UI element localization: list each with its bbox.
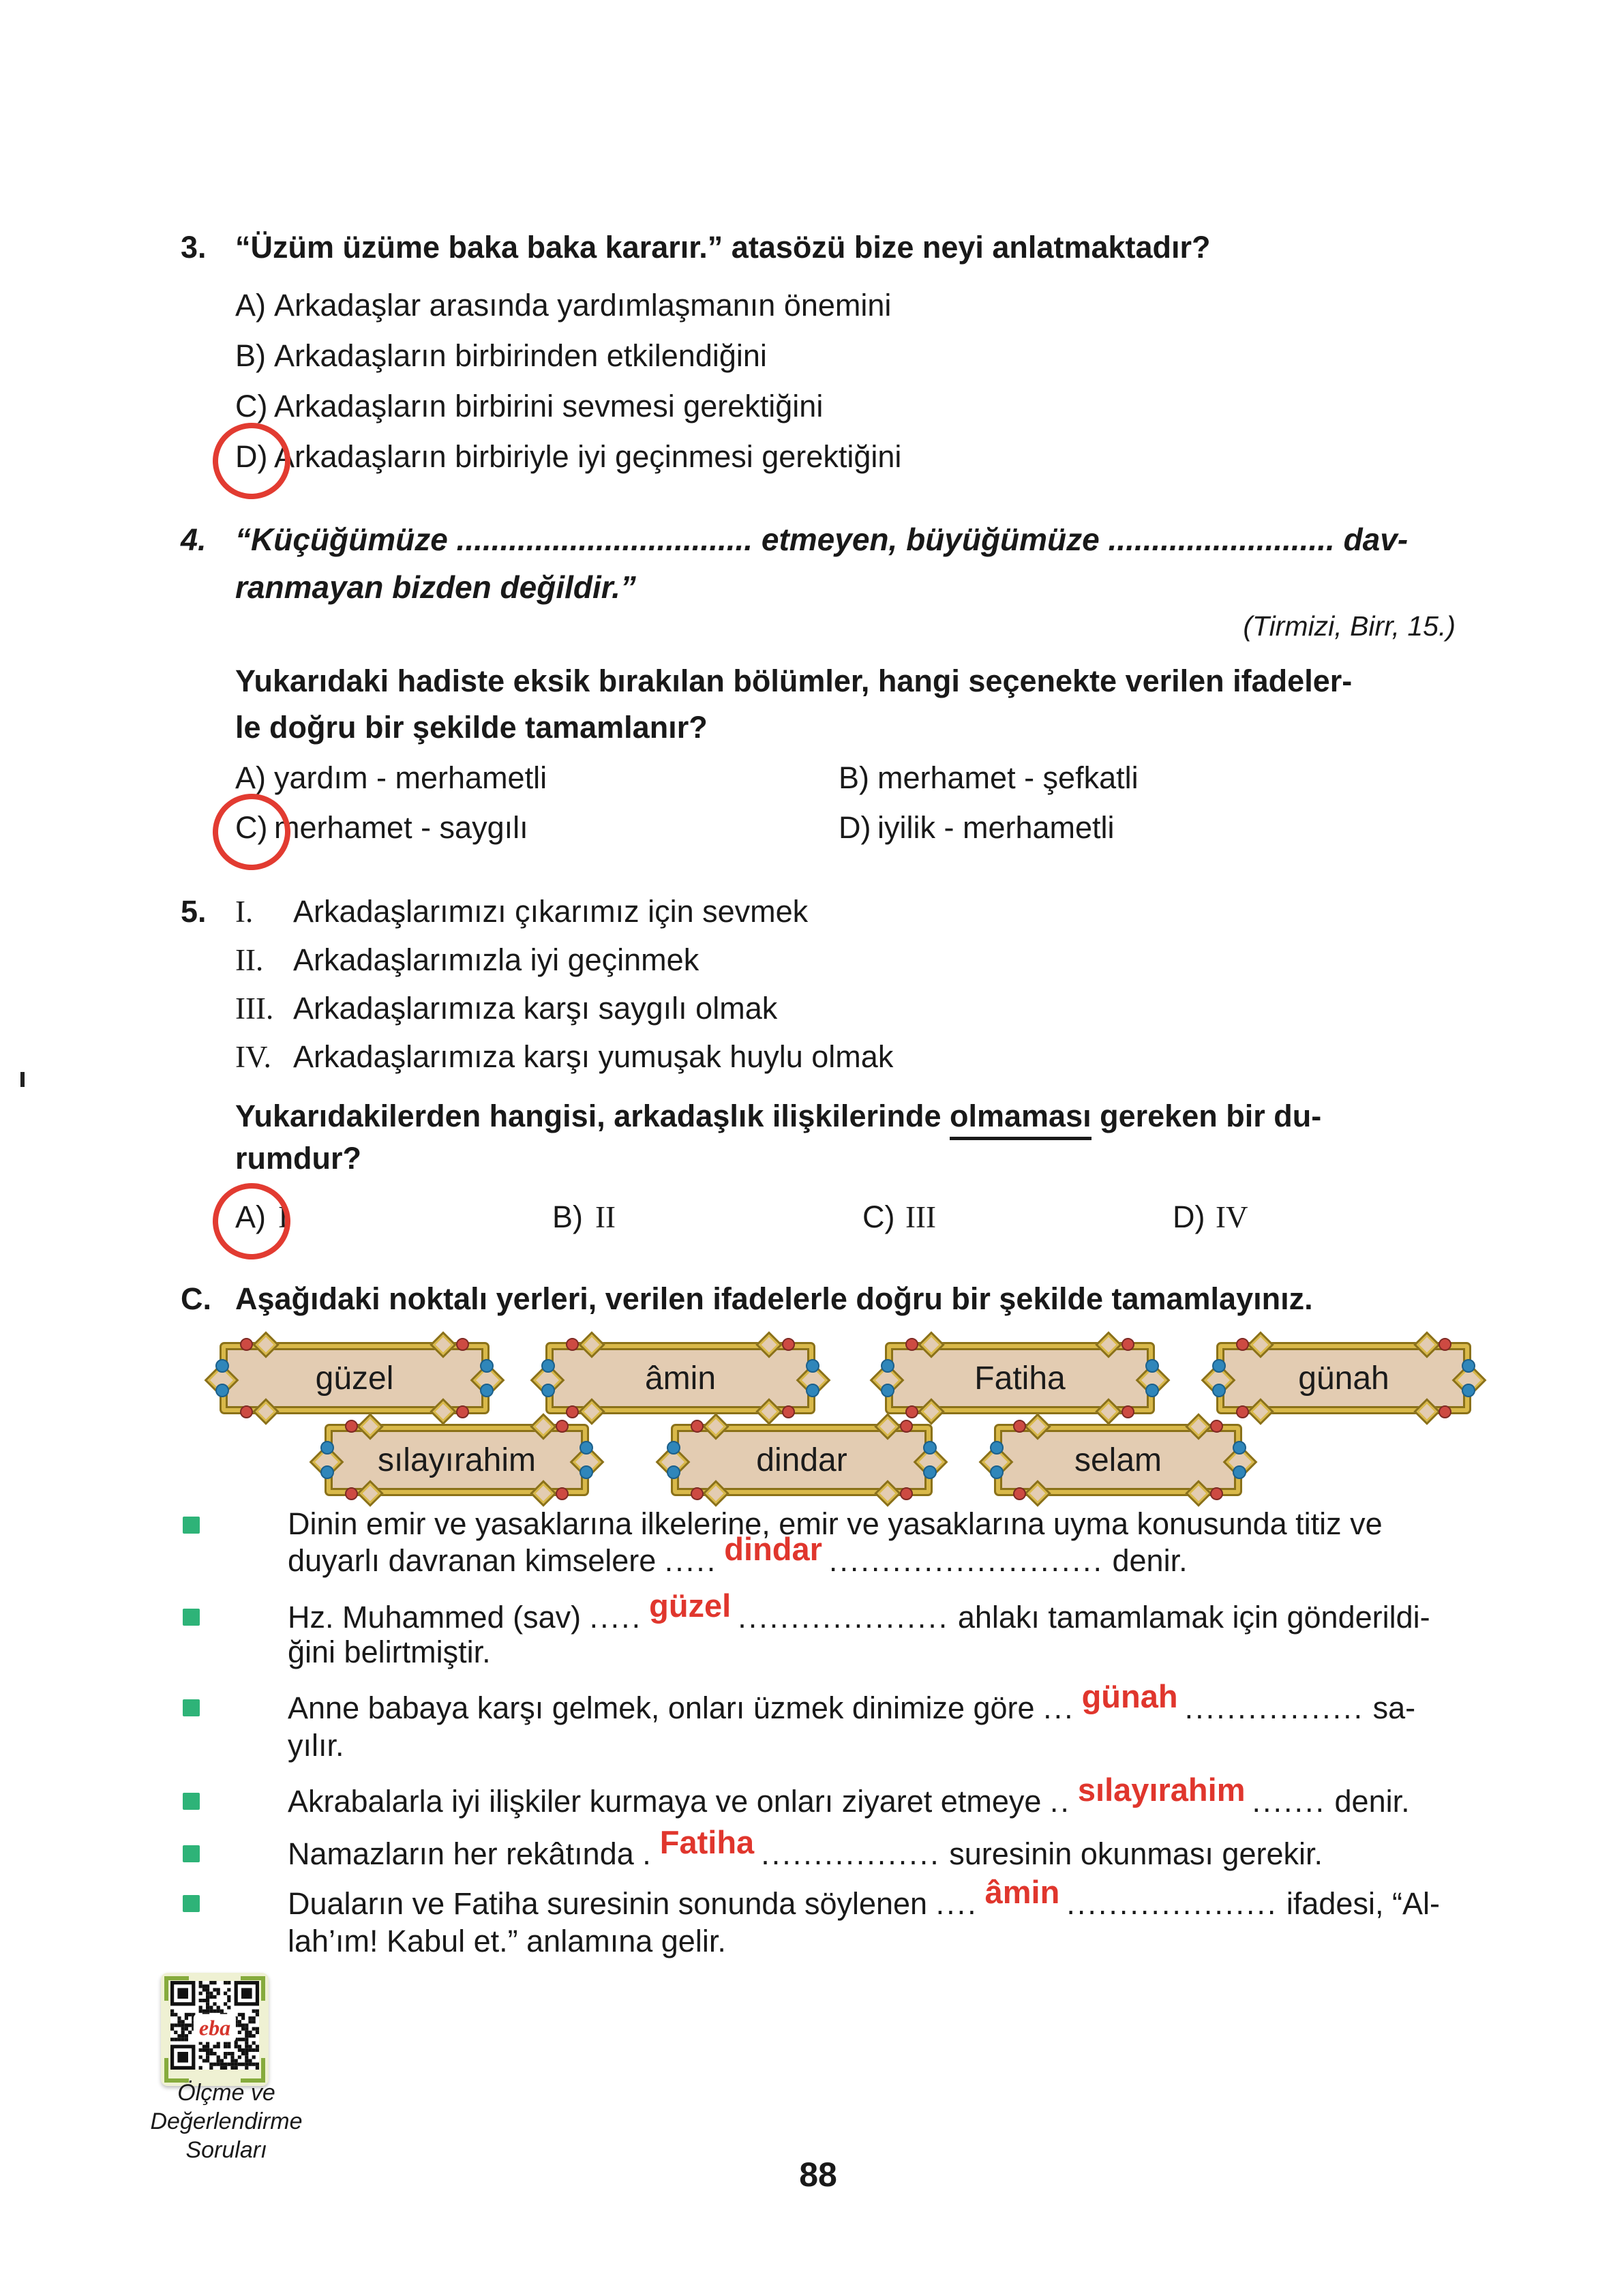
dotted-blank: .......................... <box>828 1543 1104 1578</box>
list-item <box>181 896 808 927</box>
word-banner <box>885 1342 1155 1414</box>
word-banner-label: dindar <box>756 1442 847 1478</box>
option-text: merhamet - saygılı <box>274 810 528 845</box>
bullet-text: ahlakı tamamlamak için gönderildi- <box>949 1600 1430 1635</box>
option-text: Arkadaşların birbiriyle iyi geçinmesi gerektiğini <box>274 439 902 474</box>
question-4-text-line2: le doğru bir şekilde tamamlanır? <box>235 710 708 745</box>
handwritten-answer: Fatiha <box>659 1824 755 1860</box>
ornament-peak-icon <box>252 1398 280 1425</box>
ornament-red-dot-icon <box>1210 1420 1223 1433</box>
ornament-blue-dot-icon <box>881 1384 894 1397</box>
ornament-blue-dot-icon <box>215 1384 229 1397</box>
ornament-red-dot-icon <box>1013 1487 1026 1500</box>
ornament-red-dot-icon <box>905 1405 918 1418</box>
bullet-text: duyarlı davranan kimselere <box>288 1543 665 1578</box>
ornament-blue-dot-icon <box>806 1359 819 1373</box>
section-c-number: C. <box>181 1281 211 1316</box>
ornament-peak-icon <box>578 1398 605 1425</box>
ornament-peak-icon <box>1024 1413 1051 1440</box>
ornament-red-dot-icon <box>345 1487 358 1500</box>
ornament-red-dot-icon <box>1013 1420 1026 1433</box>
word-banner-label: Fatiha <box>974 1360 1066 1397</box>
roman-numeral: II. <box>235 943 264 977</box>
margin-mark <box>20 1072 25 1087</box>
dotted-blank: ................. <box>1184 1690 1365 1725</box>
option-letter: D) <box>1173 1199 1205 1234</box>
ornament-peak-icon <box>1024 1480 1051 1507</box>
section-c-header <box>181 1283 1313 1314</box>
ornament-blue-dot-icon <box>579 1441 593 1455</box>
list-item-text: Arkadaşlarımızla iyi geçinmek <box>293 942 699 977</box>
word-banner-label: âmin <box>644 1360 717 1397</box>
option-text: Arkadaşların birbirini sevmesi gerektiğini <box>274 389 824 423</box>
ornament-blue-dot-icon <box>1145 1359 1159 1373</box>
list-item-text: Arkadaşlarımızı çıkarımız için sevmek <box>293 894 809 929</box>
ornament-blue-dot-icon <box>320 1465 334 1479</box>
ornament-red-dot-icon <box>1236 1405 1249 1418</box>
bullet-text: denir. <box>1326 1784 1410 1819</box>
list-item-text: Arkadaşlarımıza karşı yumuşak huylu olmak <box>293 1039 894 1074</box>
ornament-blue-dot-icon <box>541 1359 555 1373</box>
bullet-text: Anne babaya karşı gelmek, onları üzmek dinimize göre <box>288 1690 1044 1725</box>
page-number: 88 <box>799 2156 837 2194</box>
ornament-peak-icon <box>1247 1331 1274 1358</box>
ornament-peak-icon <box>756 1398 783 1425</box>
ornament-red-dot-icon <box>782 1405 795 1418</box>
question-5-text-line1 <box>235 1101 1321 1131</box>
question-4-number: 4. <box>181 522 207 557</box>
option-roman-numeral: III <box>905 1200 936 1234</box>
bullet-text: Duaların ve Fatiha suresinin sonunda söylenen <box>288 1886 936 1921</box>
answer-circle-q4 <box>210 791 293 873</box>
bullet-text: yılır. <box>288 1728 344 1763</box>
ornament-red-dot-icon <box>345 1420 358 1433</box>
handwritten-answer: sılayırahim <box>1077 1772 1246 1808</box>
option-row <box>235 762 547 793</box>
ornament-peak-icon <box>756 1331 783 1358</box>
bullet-line <box>288 1824 1323 1871</box>
ornament-red-dot-icon <box>900 1487 913 1500</box>
word-banner-label: günah <box>1298 1360 1389 1397</box>
ornament-red-dot-icon <box>1121 1338 1134 1351</box>
ornament-red-dot-icon <box>691 1420 704 1433</box>
ornament-red-dot-icon <box>1121 1405 1134 1418</box>
option-letter: B) <box>552 1199 583 1234</box>
qr-bracket-icon <box>164 1976 189 2001</box>
ornament-peak-icon <box>1096 1331 1123 1358</box>
ornament-peak-icon <box>702 1480 729 1507</box>
ornament-peak-icon <box>1186 1480 1213 1507</box>
option-row <box>235 288 892 323</box>
eba-logo: eba <box>194 2014 236 2042</box>
dotted-blank: .... <box>935 1886 978 1921</box>
bullet-line <box>288 1678 1416 1725</box>
ornament-peak-icon <box>702 1413 729 1440</box>
ornament-blue-dot-icon <box>923 1441 937 1455</box>
option-text: yardım - merhametli <box>274 760 547 795</box>
option-row <box>862 1199 936 1234</box>
handwritten-answer: âmin <box>984 1874 1060 1910</box>
ornament-peak-icon <box>530 1480 558 1507</box>
ornament-blue-dot-icon <box>1212 1384 1226 1397</box>
word-banner <box>671 1424 933 1496</box>
question-5-pre: Yukarıdakilerden hangisi, arkadaşlık ilişkilerinde <box>235 1099 950 1133</box>
qr-bracket-icon <box>241 2058 265 2083</box>
ornament-red-dot-icon <box>1439 1338 1451 1351</box>
bullet-line <box>288 1531 1188 1578</box>
option-letter: D) <box>839 810 871 845</box>
option-text: iyilik - merhametli <box>877 810 1115 845</box>
ornament-red-dot-icon <box>556 1487 569 1500</box>
option-letter: C) <box>235 389 268 423</box>
bullet-text: Hz. Muhammed (sav) <box>288 1600 590 1635</box>
dotted-blank: ... <box>1043 1690 1075 1725</box>
ornament-peak-icon <box>430 1331 457 1358</box>
bullet-text: Dinin emir ve yasaklarına ilkelerine, emir ve yasaklarına uyma konusunda titiz ve <box>288 1506 1383 1541</box>
word-banner-label: selam <box>1074 1442 1162 1478</box>
qr-bracket-icon <box>164 2058 189 2083</box>
word-banner <box>1216 1342 1471 1414</box>
question-3-text: “Üzüm üzüme baka baka kararır.” atasözü bize neyi anlatmaktadır? <box>235 230 1211 265</box>
ornament-peak-icon <box>1247 1398 1274 1425</box>
ornament-blue-dot-icon <box>215 1359 229 1373</box>
hadith-text-line2: ranmayan bizden değildir.” <box>235 569 636 605</box>
bullet-line <box>288 1730 344 1761</box>
question-5-number: 5. <box>181 894 207 929</box>
option-row <box>552 1199 616 1234</box>
ornament-red-dot-icon <box>456 1338 469 1351</box>
ornament-blue-dot-icon <box>806 1384 819 1397</box>
ornament-blue-dot-icon <box>1212 1359 1226 1373</box>
ornament-blue-dot-icon <box>541 1384 555 1397</box>
ornament-blue-dot-icon <box>923 1465 937 1479</box>
ornament-red-dot-icon <box>1439 1405 1451 1418</box>
hadith-source: (Tirmizi, Birr, 15.) <box>1243 610 1456 642</box>
ornament-blue-dot-icon <box>480 1384 494 1397</box>
question-4-hadith-line2 <box>235 571 636 603</box>
ornament-peak-icon <box>1096 1398 1123 1425</box>
qr-bracket-icon <box>241 1976 265 2001</box>
option-roman-numeral: IV <box>1216 1200 1248 1234</box>
word-banner <box>545 1342 815 1414</box>
ornament-blue-dot-icon <box>1462 1359 1475 1373</box>
list-item <box>181 993 777 1024</box>
ornament-peak-icon <box>252 1331 280 1358</box>
ornament-blue-dot-icon <box>320 1441 334 1455</box>
option-roman-numeral: I <box>278 1200 288 1234</box>
dotted-blank: ..... <box>664 1543 718 1578</box>
option-letter: B) <box>235 338 266 373</box>
option-letter: C) <box>235 810 268 845</box>
question-5-text-line2: rumdur? <box>235 1141 361 1176</box>
dotted-blank: .. <box>1049 1784 1071 1819</box>
option-letter: B) <box>839 760 869 795</box>
bullet-text: ifadesi, “Al- <box>1278 1886 1440 1921</box>
option-row <box>839 812 1115 843</box>
list-item-text: Arkadaşlarımıza karşı saygılı olmak <box>293 991 778 1026</box>
handwritten-answer: günah <box>1081 1678 1178 1714</box>
hadith-text-line1: “Küçüğümüze .................................. etmeyen, büyüğümüze .......................... dav- <box>235 522 1409 557</box>
ornament-blue-dot-icon <box>990 1441 1004 1455</box>
ornament-peak-icon <box>1413 1398 1441 1425</box>
dotted-blank: ................. <box>761 1836 941 1871</box>
option-letter: A) <box>235 1199 266 1234</box>
ornament-blue-dot-icon <box>667 1465 680 1479</box>
list-item <box>181 1041 893 1073</box>
answer-circle-q3 <box>210 420 293 502</box>
ornament-red-dot-icon <box>691 1487 704 1500</box>
bullet-text: ğini belirtmiştir. <box>288 1635 491 1669</box>
ornament-blue-dot-icon <box>579 1465 593 1479</box>
ornament-peak-icon <box>357 1413 384 1440</box>
option-letter: A) <box>235 760 266 795</box>
bullet-line <box>288 1587 1430 1635</box>
dotted-blank: ..... <box>589 1600 643 1635</box>
bullet-square-icon <box>183 1895 200 1912</box>
ornament-peak-icon <box>357 1480 384 1507</box>
dotted-blank: ....... <box>1252 1784 1327 1819</box>
question-4-hadith-line1 <box>181 524 1408 555</box>
option-row <box>235 340 767 371</box>
option-row <box>235 441 901 472</box>
question-5-underlined-word: olmaması <box>950 1099 1091 1140</box>
ornament-blue-dot-icon <box>1233 1465 1246 1479</box>
ornament-peak-icon <box>530 1413 558 1440</box>
bullet-square-icon <box>183 1517 200 1534</box>
handwritten-answer: güzel <box>649 1587 732 1624</box>
ornament-blue-dot-icon <box>480 1359 494 1373</box>
qr-caption-line1: Ölçme ve <box>177 2080 275 2106</box>
question-3-header <box>181 232 1211 263</box>
ornament-peak-icon <box>430 1398 457 1425</box>
list-item <box>181 944 699 976</box>
word-banner-label: sılayırahim <box>377 1442 537 1478</box>
ornament-red-dot-icon <box>240 1338 253 1351</box>
bullet-text: Akrabalarla iyi ilişkiler kurmaya ve onları ziyaret etmeye <box>288 1784 1050 1819</box>
option-roman-numeral: II <box>595 1200 616 1234</box>
ornament-peak-icon <box>918 1398 945 1425</box>
ornament-blue-dot-icon <box>990 1465 1004 1479</box>
ornament-peak-icon <box>1186 1413 1213 1440</box>
option-row <box>1173 1199 1248 1234</box>
ornament-red-dot-icon <box>240 1405 253 1418</box>
ornament-peak-icon <box>874 1413 901 1440</box>
answer-circle-q5 <box>210 1180 293 1262</box>
dotted-blank: .................... <box>738 1600 950 1635</box>
option-letter: A) <box>235 288 266 323</box>
bullet-text: denir. <box>1104 1543 1188 1578</box>
dotted-blank: . <box>642 1836 653 1871</box>
ornament-blue-dot-icon <box>1145 1384 1159 1397</box>
bullet-line <box>288 1772 1410 1819</box>
option-text: Arkadaşların birbirinden etkilendiğini <box>274 338 767 373</box>
ornament-peak-icon <box>578 1331 605 1358</box>
ornament-peak-icon <box>1413 1331 1441 1358</box>
ornament-peak-icon <box>918 1331 945 1358</box>
qr-caption-line2: Değerlendirme <box>150 2108 303 2134</box>
word-banner-label: güzel <box>315 1360 394 1397</box>
bullet-line <box>288 1926 726 1956</box>
option-row <box>235 391 823 421</box>
bullet-square-icon <box>183 1793 200 1810</box>
word-banner <box>220 1342 490 1414</box>
bullet-square-icon <box>183 1609 200 1626</box>
roman-numeral: IV. <box>235 1040 271 1074</box>
option-row <box>839 762 1139 793</box>
ornament-red-dot-icon <box>900 1420 913 1433</box>
ornament-red-dot-icon <box>905 1338 918 1351</box>
option-letter: D) <box>235 439 268 474</box>
question-4-text-line1: Yukarıdaki hadiste eksik bırakılan bölümler, hangi seçenekte verilen ifadeler- <box>235 664 1353 698</box>
eba-qr-code <box>161 1973 269 2086</box>
handwritten-answer: dindar <box>724 1531 822 1567</box>
bullet-text: sa- <box>1364 1690 1416 1725</box>
option-text: merhamet - şefkatli <box>877 760 1139 795</box>
ornament-red-dot-icon <box>556 1420 569 1433</box>
bullet-text: suresinin okunması gerekir. <box>940 1836 1323 1871</box>
bullet-text: lah’ım! Kabul et.” anlamına gelir. <box>288 1924 726 1958</box>
ornament-red-dot-icon <box>1236 1338 1249 1351</box>
bullet-line <box>288 1637 491 1667</box>
bullet-square-icon <box>183 1845 200 1862</box>
bullet-text: Namazların her rekâtında <box>288 1836 643 1871</box>
word-banner <box>325 1424 589 1496</box>
bullet-line <box>288 1508 1383 1539</box>
ornament-peak-icon <box>874 1480 901 1507</box>
dotted-blank: .................... <box>1066 1886 1278 1921</box>
section-c-title: Aşağıdaki noktalı yerleri, verilen ifadelerle doğru bir şekilde tamamlayınız. <box>235 1281 1313 1316</box>
ornament-red-dot-icon <box>782 1338 795 1351</box>
qr-caption-line3: Soruları <box>185 2137 267 2163</box>
roman-numeral: III. <box>235 992 274 1026</box>
ornament-red-dot-icon <box>566 1405 579 1418</box>
question-5-post: gereken bir du- <box>1091 1099 1322 1133</box>
ornament-blue-dot-icon <box>1462 1384 1475 1397</box>
option-letter: C) <box>862 1199 895 1234</box>
question-3-number: 3. <box>181 230 207 265</box>
word-banner <box>994 1424 1242 1496</box>
ornament-red-dot-icon <box>1210 1487 1223 1500</box>
ornament-blue-dot-icon <box>667 1441 680 1455</box>
option-text: Arkadaşlar arasında yardımlaşmanın önemini <box>274 288 892 323</box>
ornament-blue-dot-icon <box>1233 1441 1246 1455</box>
ornament-blue-dot-icon <box>881 1359 894 1373</box>
bullet-line <box>288 1874 1440 1921</box>
ornament-red-dot-icon <box>456 1405 469 1418</box>
ornament-red-dot-icon <box>566 1338 579 1351</box>
bullet-square-icon <box>183 1699 200 1716</box>
roman-numeral: I. <box>235 895 254 929</box>
